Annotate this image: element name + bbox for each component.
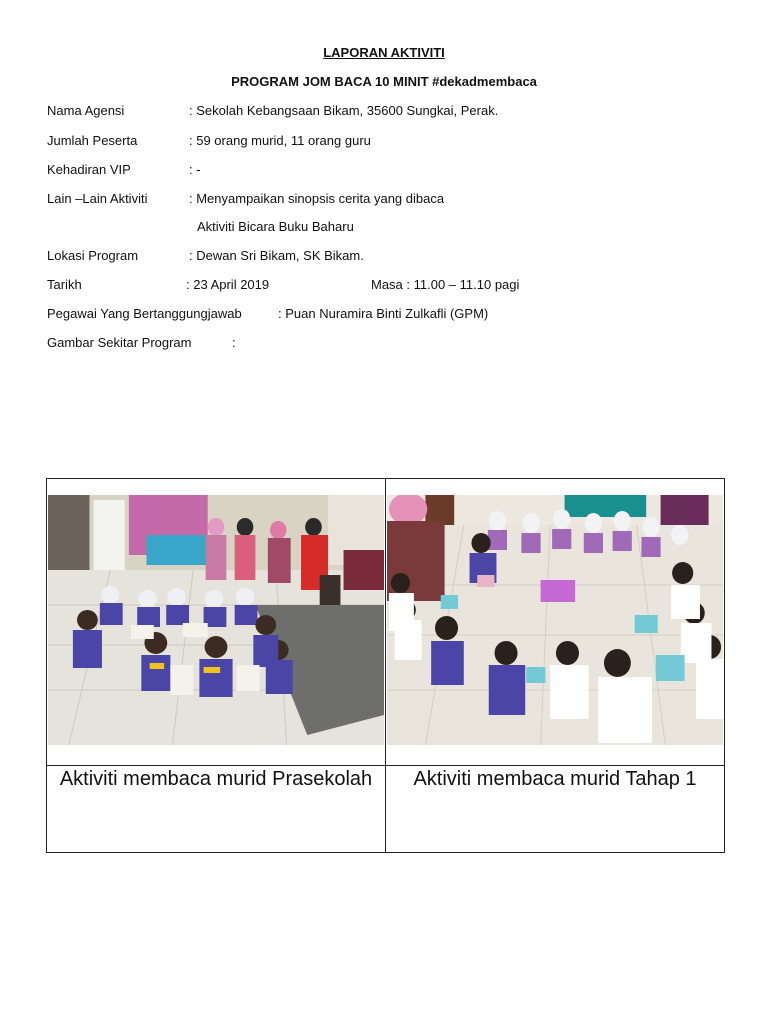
time-value: Masa : 11.00 – 11.10 pagi [371, 277, 520, 292]
photos-label: Gambar Sekitar Program [47, 335, 192, 350]
officer-value: : Puan Nuramira Binti Zulkafli (GPM) [278, 306, 489, 321]
location-label: Lokasi Program [47, 248, 139, 263]
participants-label: Jumlah Peserta [47, 133, 138, 148]
photo-caption-prasekolah: Aktiviti membaca murid Prasekolah [59, 768, 373, 790]
photo-cell-2 [386, 479, 725, 766]
photos-colon: : [232, 335, 236, 350]
vip-value: : - [189, 162, 201, 177]
caption-cell-2 [386, 766, 725, 853]
caption-cell-1 [47, 766, 386, 853]
agency-label: Nama Agensi [47, 103, 125, 118]
other-activities-value: : Menyampaikan sinopsis cerita yang dibaca [189, 191, 445, 206]
report-title: LAPORAN AKTIVITI [323, 45, 445, 60]
program-title: PROGRAM JOM BACA 10 MINIT #dekadmembaca [231, 74, 537, 89]
photo-prasekolah [48, 495, 384, 745]
photo-caption-tahap-1: Aktiviti membaca murid Tahap 1 [413, 768, 697, 790]
other-activities-label: Lain –Lain Aktiviti [47, 191, 148, 206]
date-label: Tarikh [47, 277, 82, 292]
photo-cell-1 [47, 479, 386, 766]
other-activities-value-2: Aktiviti Bicara Buku Baharu [197, 219, 354, 234]
location-value: : Dewan Sri Bikam, SK Bikam. [189, 248, 364, 263]
vip-label: Kehadiran VIP [47, 162, 131, 177]
agency-value: : Sekolah Kebangsaan Bikam, 35600 Sungkai, Perak. [189, 103, 499, 118]
date-value: : 23 April 2019 [186, 277, 270, 292]
officer-label: Pegawai Yang Bertanggungjawab [47, 306, 242, 321]
photo-table [46, 478, 725, 853]
photo-tahap-1 [387, 495, 723, 745]
participants-value: : 59 orang murid, 11 orang guru [189, 133, 371, 148]
